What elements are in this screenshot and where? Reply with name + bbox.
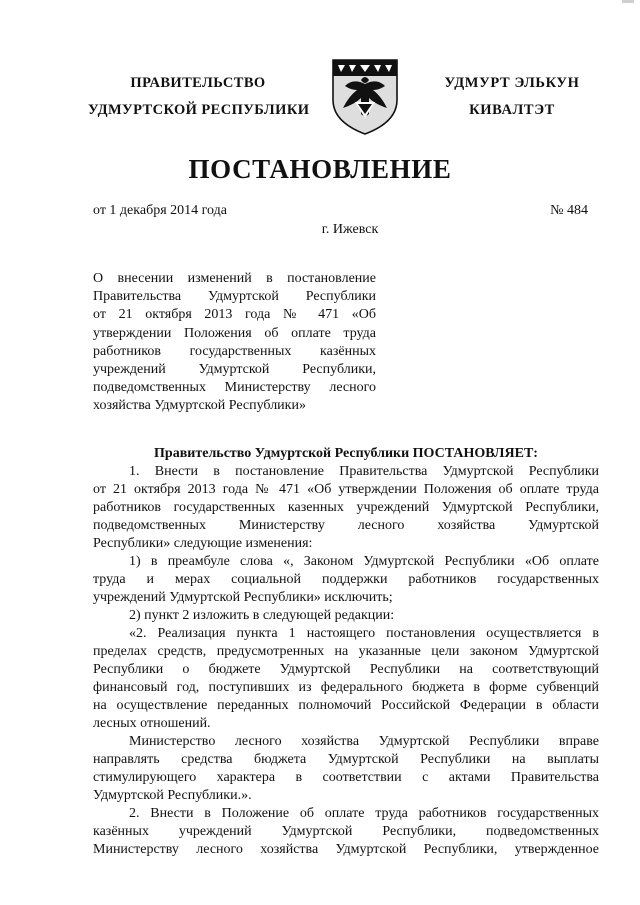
- header-left: [88, 70, 308, 124]
- document-body: [93, 445, 599, 859]
- body-line: пределах средств, предусмотренных на указанные цели законом Удмуртской: [93, 644, 599, 659]
- subject-line: Правительства Удмуртской Республики: [93, 289, 376, 305]
- body-line: 1. Внести в постановление Правительства Удмуртской Республики: [129, 464, 599, 479]
- subject-line: утверждении Положения об оплате труда: [93, 325, 376, 341]
- subject-line: подведомственных Министерству лесного: [93, 380, 376, 396]
- document-date: от 1 декабря 2014 года: [93, 203, 227, 218]
- subject-line: О внесении изменений в постановление: [93, 271, 376, 286]
- body-lead: Правительство Удмуртской Республики ПОСТАНОВЛЯЕТ:: [154, 446, 538, 461]
- header-left-line1: ПРАВИТЕЛЬСТВО: [130, 75, 266, 91]
- header-left-line2: УДМУРТСКОЙ РЕСПУБЛИКИ: [88, 102, 310, 118]
- body-line: Удмуртской Республики.».: [93, 788, 252, 803]
- body-line: Республики» следующие изменения:: [93, 536, 313, 551]
- body-line: лесных отношений.: [93, 716, 211, 731]
- body-line: 2) пункт 2 изложить в следующей редакции:: [129, 608, 395, 623]
- body-line: стимулирующего характера в соответствии с актами Правительства: [93, 770, 599, 785]
- body-line: учреждений Удмуртской Республики» исключить;: [93, 590, 393, 605]
- body-line: труда и мерах социальной поддержки работников государственных: [93, 572, 599, 587]
- document-city: г. Ижевск: [321, 222, 379, 237]
- coat-of-arms-emblem: [327, 56, 403, 136]
- header-right-line2: КИВАЛТЭТ: [469, 102, 555, 118]
- body-line: Республики о бюджете Удмуртской Республики на соответствующий: [93, 662, 599, 677]
- header-right: [424, 70, 600, 124]
- body-line: Министерству лесного хозяйства Удмуртской Республики, утвержденное: [93, 842, 599, 857]
- subject-line: от 21 октября 2013 года № 471 «Об: [93, 307, 376, 323]
- subject-line: хозяйства Удмуртской Республики»: [93, 398, 306, 414]
- body-line: от 21 октября 2013 года № 471 «Об утверждении Положения об оплате труда: [93, 482, 599, 497]
- subject-line: учреждений Удмуртской Республики,: [93, 362, 376, 378]
- body-line: 2. Внести в Положение об оплате труда работников государственных: [129, 806, 599, 821]
- body-line: Министерство лесного хозяйства Удмуртской Республики вправе: [129, 734, 599, 749]
- body-line: «2. Реализация пункта 1 настоящего постановления осуществляется в: [129, 626, 599, 641]
- body-line: подведомственных Министерству лесного хозяйства Удмуртской: [93, 518, 599, 533]
- body-line: 1) в преамбуле слова «, Законом Удмуртской Республики «Об оплате: [129, 554, 599, 569]
- body-line: работников государственных казенных учреждений Удмуртской Республики,: [93, 500, 599, 515]
- scan-corner-mark: [622, 0, 634, 3]
- document-subject: [93, 270, 376, 416]
- body-line: финансовый год, поступивших из федерального бюджета в форме субвенций: [93, 680, 599, 695]
- subject-line: работников государственных казённых: [93, 343, 376, 359]
- body-line: на осуществление переданных полномочий Российской Федерации в области: [93, 698, 599, 713]
- header-right-line1: УДМУРТ ЭЛЬКУН: [444, 75, 580, 91]
- document-number: № 484: [550, 203, 588, 218]
- body-line: направлять средства бюджета Удмуртской Республики на выплаты: [93, 752, 599, 767]
- body-line: казённых учреждений Удмуртской Республики, подведомственных: [93, 824, 599, 839]
- document-title: ПОСТАНОВЛЕНИЕ: [188, 154, 452, 184]
